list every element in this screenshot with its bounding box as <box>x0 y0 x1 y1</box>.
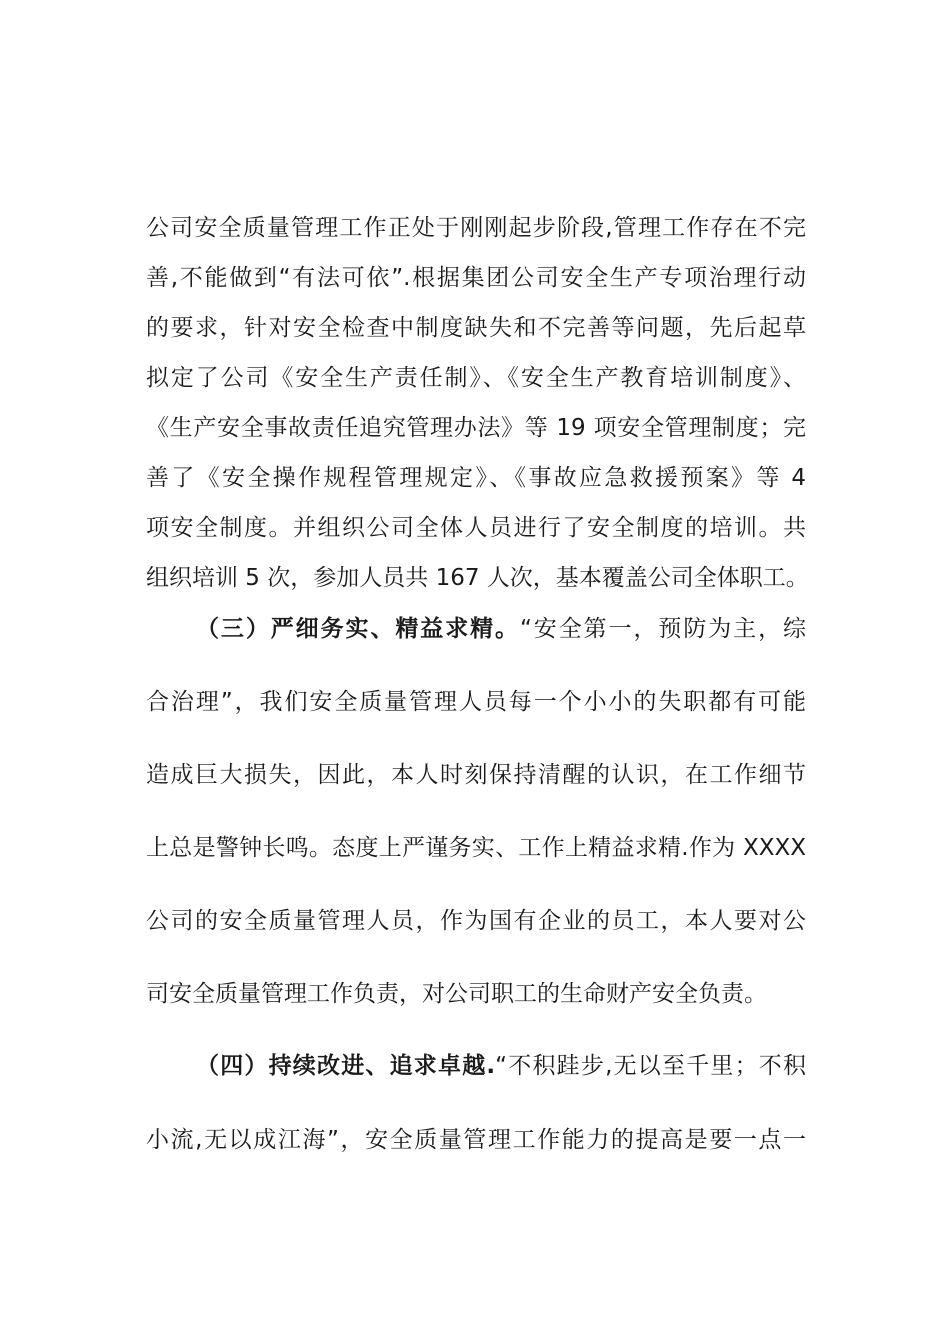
body-line: 组织培训 5 次，参加人员共 167 人次，基本覆盖公司全体职工。 <box>146 565 809 591</box>
body-line: 合治理”，我们安全质量管理人员每一个小小的失职都有可能 <box>146 689 806 715</box>
body-line: 公司的安全质量管理人员，作为国有企业的员工，本人要对公 <box>146 908 806 934</box>
body-line: 司安全质量管理工作负责，对公司职工的生命财产安全负责。 <box>146 981 767 1007</box>
heading-line-text: “安全第一，预防为主，综 <box>519 616 807 642</box>
section-heading-line <box>196 1046 806 1086</box>
body-line: 善了《安全操作规程管理规定》、《事故应急救援预案》等 4 <box>146 465 806 491</box>
heading-line-text: “不积跬步,无以至千里；不积 <box>495 1053 806 1079</box>
body-line: 造成巨大损失，因此，本人时刻保持清醒的认识，在工作细节 <box>146 762 806 788</box>
body-line: 公司安全质量管理工作正处于刚刚起步阶段,管理工作存在不完 <box>146 215 806 241</box>
section-heading-line <box>196 609 806 649</box>
body-line: 《生产安全事故责任追究管理办法》等 19 项安全管理制度；完 <box>146 415 806 441</box>
body-line: 项安全制度。并组织公司全体人员进行了安全制度的培训。共 <box>146 515 806 541</box>
body-line: 善,不能做到“有法可依”.根据集团公司安全生产专项治理行动 <box>146 265 806 291</box>
section-heading-4: （四）持续改进、追求卓越. <box>196 1053 496 1079</box>
body-line: 上总是警钟长鸣。态度上严谨务实、工作上精益求精.作为 XXXX <box>146 835 806 861</box>
section-heading-3: （三）严细务实、精益求精。 <box>196 616 520 642</box>
body-line: 的要求，针对安全检查中制度缺失和不完善等问题，先后起草 <box>146 315 806 341</box>
body-line: 拟定了公司《安全生产责任制》、《安全生产教育培训制度》、 <box>146 365 806 391</box>
body-line: 小流,无以成江海”，安全质量管理工作能力的提高是要一点一 <box>146 1127 806 1153</box>
